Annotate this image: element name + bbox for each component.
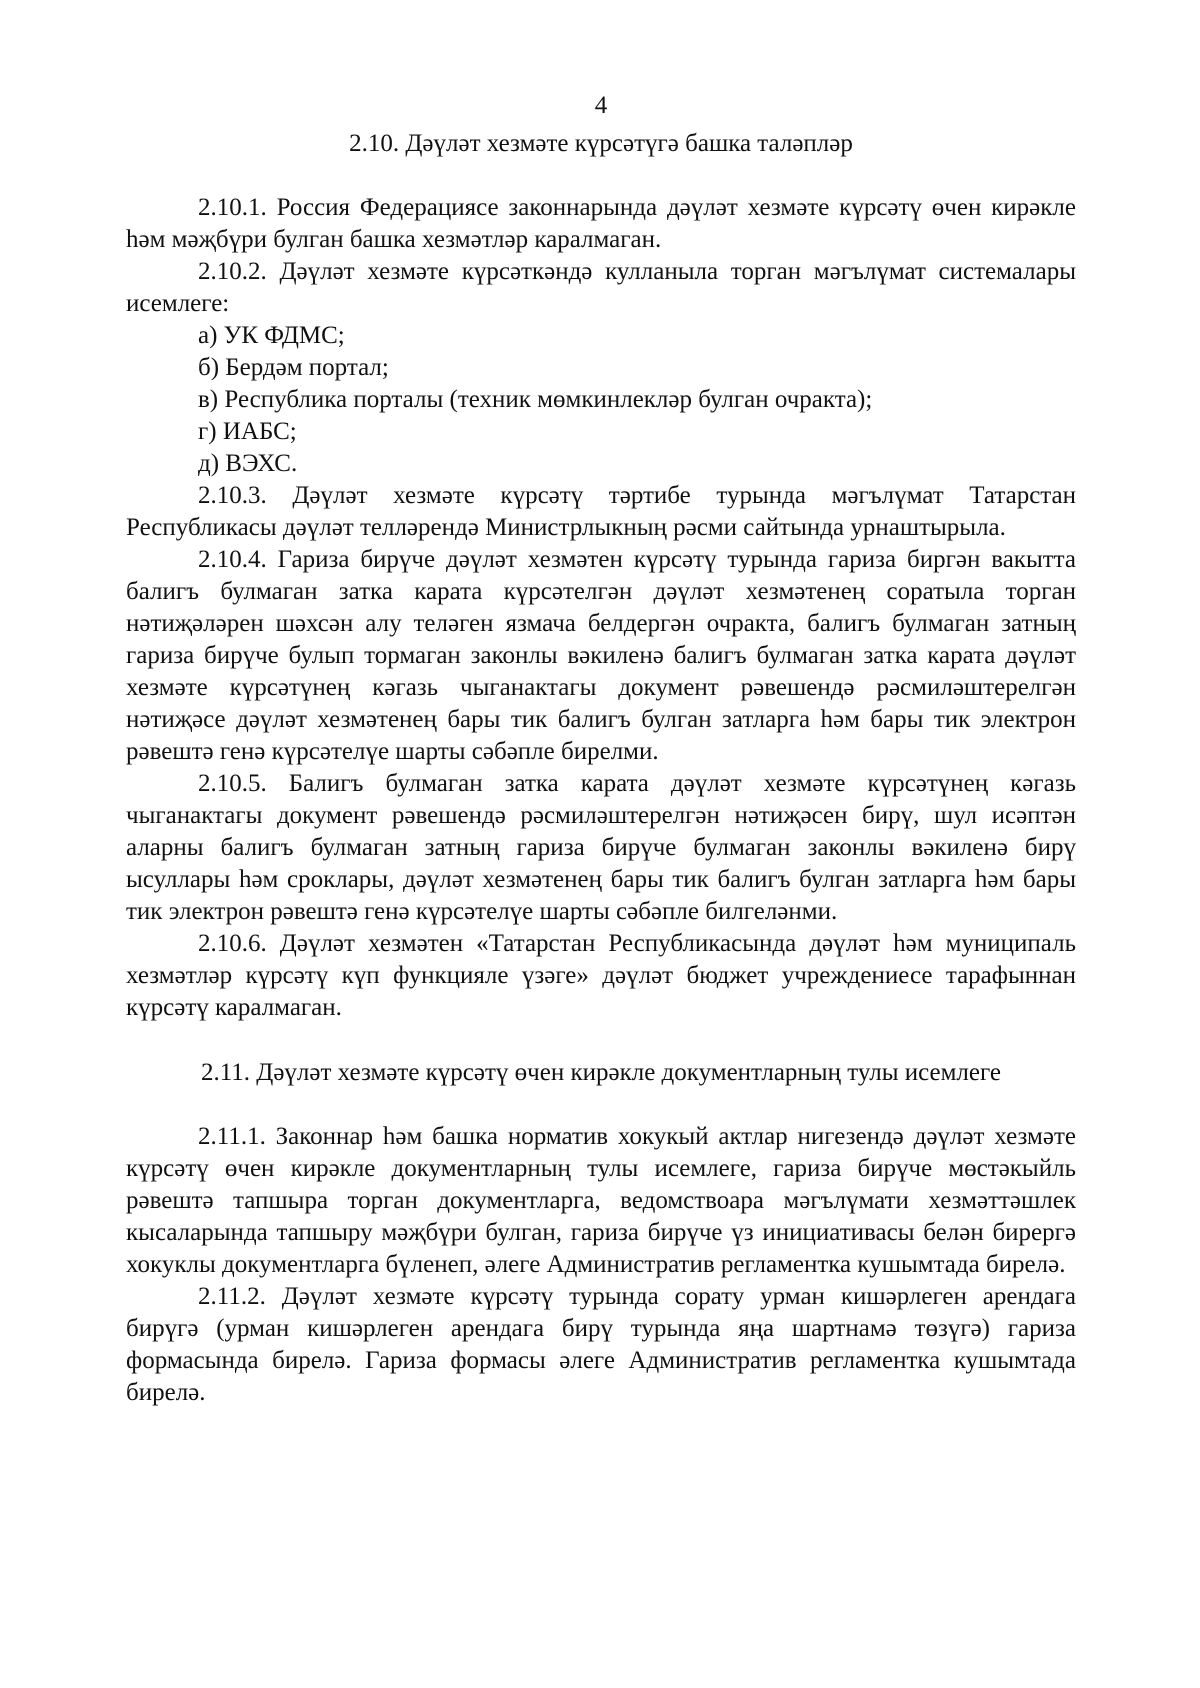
paragraph-2-11-2: 2.11.2. Дәүләт хезмәте күрсәтү турында сорату урман кишәрлеген арендага бирүгә (урман кишәрлеген арендага бирү турында яңа шартнамә төзүгә) гариза формасында бирелә. Гариза формасы әлеге Административ регламентка кушымтада бирелә. xyxy=(126,1283,1076,1406)
page-content xyxy=(126,90,1076,1409)
paragraph-2-10-3: 2.10.3. Дәүләт хезмәте күрсәтү тәртибе турында мәгълүмат Татарстан Республикасы дәүләт телләрендә Министрлыкның рәсми сайтында урнаштырыла. xyxy=(126,482,1076,541)
list-item: б) Бердәм портал; xyxy=(198,354,389,381)
section-2-10-heading: 2.10. Дәүләт хезмәте күрсәтүгә башка таләпләр xyxy=(349,130,853,157)
paragraph-2-10-6: 2.10.6. Дәүләт хезмәтен «Татарстан Республикасында дәүләт һәм муниципаль хезмәтләр күрсәтү күп функцияле үзәге» дәүләт бюджет учреждениесе тарафыннан күрсәтү каралмаган. xyxy=(126,930,1076,1021)
spacer xyxy=(126,1024,1076,1057)
page-number: 4 xyxy=(594,92,608,119)
spacer xyxy=(126,160,1076,192)
paragraph-2-10-1: 2.10.1. Россия Федерациясе законнарында дәүләт хезмәте күрсәтү өчен кирәкле һәм мәҗбүри булган башка хезмәтләр каралмаган. xyxy=(126,194,1076,253)
list-item: в) Республика порталы (техник мөмкинлекләр булган очракта); xyxy=(198,386,873,413)
paragraph-2-11-1: 2.11.1. Законнар һәм башка норматив хокукый актлар нигезендә дәүләт хезмәте күрсәтү өчен кирәкле документларның тулы исемлеге, гариза бирүче мөстәкыйль рәвештә тапшыра торган документларга, ведомствоара мәгълүмати хезмәттәшлек кысаларында тапшыру мәҗбүри булган, гариза бирүче үз инициативасы белән бирергә хокуклы документларга бүленеп, әлеге Административ регламентка кушымтада бирелә. xyxy=(126,1123,1076,1278)
spacer xyxy=(126,1089,1076,1121)
list-item: г) ИАБС; xyxy=(198,418,297,445)
info-systems-list xyxy=(126,320,1076,480)
list-item: д) ВЭХС. xyxy=(198,450,298,477)
paragraph-2-10-5: 2.10.5. Балигъ булмаган затка карата дәүләт хезмәте күрсәтүнең кәгазь чыганактагы документ рәвешендә рәсмиләштерелгән нәтиҗәсен бирү, шул исәптән аларны балигъ булмаган затның гариза бирүче булмаган законлы вәкиленә бирү ысуллары һәм сроклары, дәүләт хезмәтенең бары тик балигъ булган затларга һәм бары тик электрон рәвештә генә күрсәтелүе шарты сәбәпле билгеләнми. xyxy=(126,770,1076,925)
list-item: а) УК ФДМС; xyxy=(198,322,345,349)
paragraph-2-10-4: 2.10.4. Гариза бирүче дәүләт хезмәтен күрсәтү турында гариза биргән вакытта балигъ булмаган затка карата күрсәтелгән дәүләт хезмәтенең соратыла торган нәтиҗәләрен шәхсән алу теләген язмача белдергән очракта, балигъ булмаган затның гариза бирүче булып тормаган законлы вәкиленә балигъ булмаган затка карата дәүләт хезмәте күрсәтүнең кәгазь чыганактагы документ рәвешендә рәсмиләштерелгән нәтиҗәсе дәүләт хезмәтенең бары тик балигъ булган затларга һәм бары тик электрон рәвештә генә күрсәтелүе шарты сәбәпле бирелми. xyxy=(126,546,1076,765)
section-2-11-heading: 2.11. Дәүләт хезмәте күрсәтү өчен кирәкле документларның тулы исемлеге xyxy=(200,1059,1002,1086)
paragraph-2-10-2: 2.10.2. Дәүләт хезмәте күрсәткәндә кулланыла торган мәгълүмат системалары исемлеге: xyxy=(126,258,1076,317)
